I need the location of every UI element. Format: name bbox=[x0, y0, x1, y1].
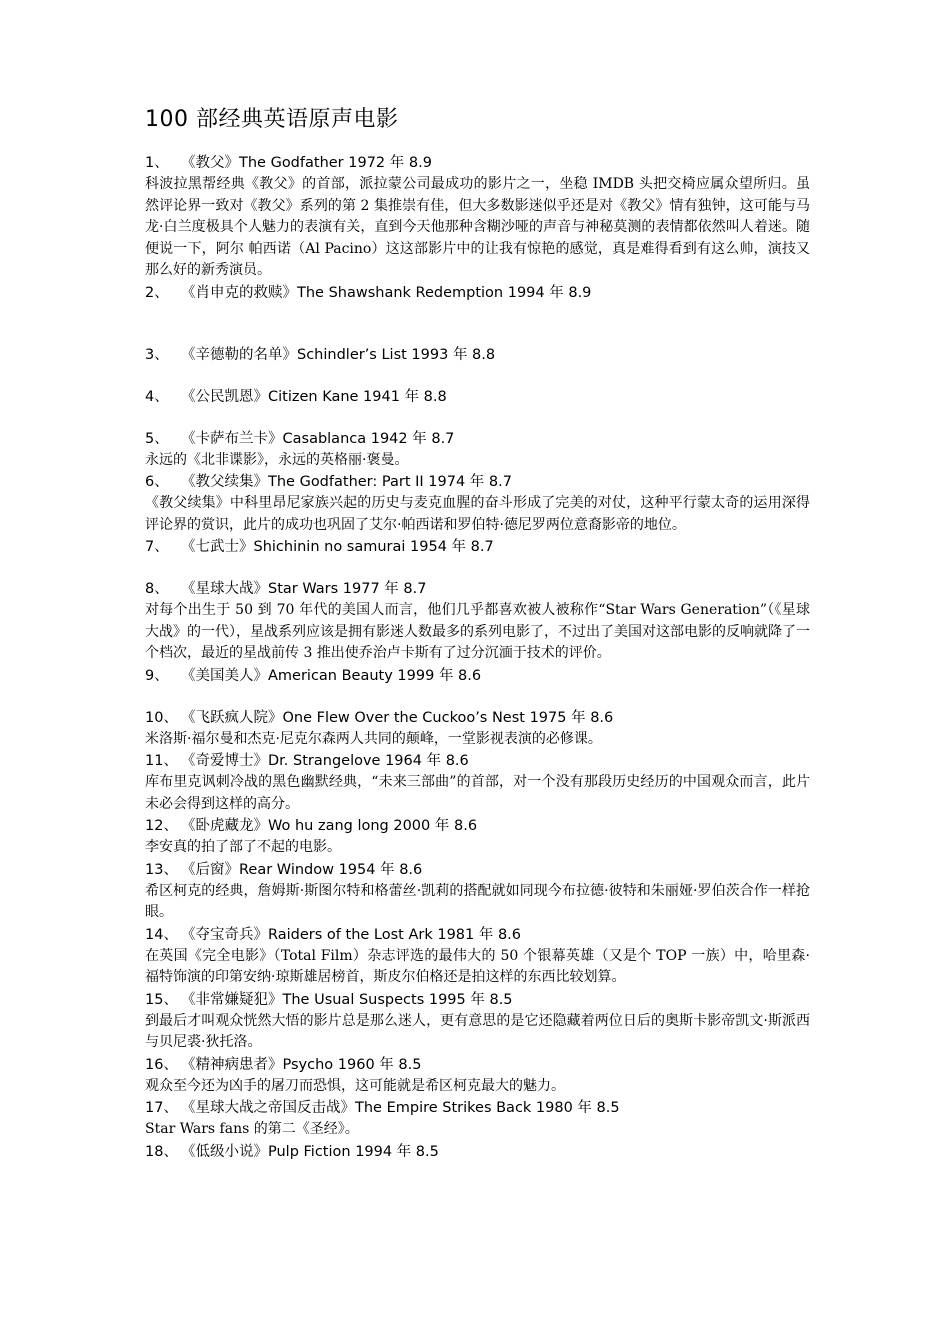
movie-description: 《教父续集》中科里昂尼家族兴起的历史与麦克血腥的奋斗形成了完美的对仗，这种平行蒙太奇的运用深得评论界的赏识，此片的成功也巩固了艾尔·帕西诺和罗伯特·德尼罗两位意裔影帝的地位。 bbox=[145, 495, 810, 533]
movie-rank: 5、 bbox=[145, 430, 169, 447]
movie-entry-18 bbox=[145, 1141, 810, 1163]
movie-title: 《星球大战》Star Wars 1977 年 8.7 bbox=[181, 581, 427, 597]
movie-entry-4 bbox=[145, 386, 810, 408]
movie-title: 《夺宝奇兵》Raiders of the Lost Ark 1981 年 8.6 bbox=[181, 926, 522, 943]
movie-heading bbox=[145, 578, 810, 600]
movie-entry-17 bbox=[145, 1097, 810, 1141]
movie-heading bbox=[145, 707, 810, 729]
movie-description: 科波拉黑帮经典《教父》的首部，派拉蒙公司最成功的影片之一，坐稳 IMDB 头把交椅应属众望所归。虽然评论界一致对《教父》系列的第 2 集推崇有佳，但大多数影迷似乎还是对《教父》情有独钟，这可能与马龙·白兰度极具个人魅力的表演有关，直到今天他那种含糊沙哑的声音与神秘莫测的表情都依然叫人着迷。随便说一下，阿尔 帕西诺（Al Pacino）这这部影片中的让我有惊艳的感觉，真是难得看到有这么帅，演技又那么好的新秀演员。 bbox=[145, 176, 810, 278]
movie-title: 《卡萨布兰卡》Casablanca 1942 年 8.7 bbox=[181, 430, 455, 447]
document-page bbox=[145, 104, 810, 1163]
movie-rank: 4、 bbox=[145, 388, 169, 405]
movie-rank: 2、 bbox=[145, 284, 169, 301]
movie-title: 《星球大战之帝国反击战》The Empire Strikes Back 1980 年 8.5 bbox=[181, 1100, 620, 1116]
spacer bbox=[145, 687, 810, 707]
movie-heading bbox=[145, 386, 810, 408]
movie-heading bbox=[145, 536, 810, 558]
movie-heading bbox=[145, 815, 810, 837]
movie-heading bbox=[145, 152, 810, 174]
movie-description: Star Wars fans 的第二《圣经》。 bbox=[145, 1121, 359, 1137]
movie-title: 《低级小说》Pulp Fiction 1994 年 8.5 bbox=[181, 1143, 439, 1160]
movie-rank: 8、 bbox=[145, 581, 169, 597]
movie-rank: 17、 bbox=[145, 1100, 178, 1116]
movie-entry-7 bbox=[145, 536, 810, 558]
movie-rank: 6、 bbox=[145, 474, 169, 490]
movie-rank: 1、 bbox=[145, 155, 169, 171]
movie-title: 《奇爱博士》Dr. Strangelove 1964 年 8.6 bbox=[181, 753, 469, 769]
movie-entry-13 bbox=[145, 859, 810, 924]
movie-title: 《公民凯恩》Citizen Kane 1941 年 8.8 bbox=[181, 388, 447, 405]
movie-rank: 7、 bbox=[145, 539, 169, 555]
spacer bbox=[145, 366, 810, 386]
spacer bbox=[145, 304, 810, 344]
movie-heading bbox=[145, 989, 810, 1011]
movie-rank: 18、 bbox=[145, 1143, 178, 1160]
movie-rank: 13、 bbox=[145, 861, 178, 878]
movie-title: 《卧虎藏龙》Wo hu zang long 2000 年 8.6 bbox=[181, 818, 478, 834]
movie-description: 米洛斯·福尔曼和杰克·尼克尔森两人共同的颠峰，一堂影视表演的必修课。 bbox=[145, 730, 602, 747]
movie-entry-2 bbox=[145, 282, 810, 304]
movie-entry-1 bbox=[145, 152, 810, 282]
movie-entry-11 bbox=[145, 750, 810, 815]
movie-rank: 12、 bbox=[145, 818, 178, 834]
movie-entry-15 bbox=[145, 989, 810, 1054]
movie-heading bbox=[145, 924, 810, 946]
movie-entry-12 bbox=[145, 815, 810, 859]
movie-description: 在英国《完全电影》（Total Film）杂志评选的最伟大的 50 个银幕英雄（又是个 TOP 一族）中，哈里森·福特饰演的印第安纳·琼斯雄居榜首，斯皮尔伯格还是拍这样的东西比较划算。 bbox=[145, 947, 810, 985]
movie-heading bbox=[145, 428, 810, 450]
movie-heading bbox=[145, 859, 810, 881]
movie-entry-10 bbox=[145, 707, 810, 751]
movie-rank: 11、 bbox=[145, 753, 178, 769]
movie-heading bbox=[145, 471, 810, 493]
movie-title: 《精神病患者》Psycho 1960 年 8.5 bbox=[181, 1056, 422, 1073]
movie-heading bbox=[145, 344, 810, 366]
movie-rank: 16、 bbox=[145, 1056, 178, 1073]
movie-title: 《辛德勒的名单》Schindler’s List 1993 年 8.8 bbox=[181, 346, 496, 363]
movie-heading bbox=[145, 282, 810, 304]
movie-entry-5 bbox=[145, 428, 810, 472]
movie-description: 库布里克讽刺冷战的黑色幽默经典，“未来三部曲”的首部，对一个没有那段历史经历的中国观众而言，此片未必会得到这样的高分。 bbox=[145, 774, 810, 812]
movie-title: 《肖申克的救赎》The Shawshank Redemption 1994 年 8.9 bbox=[181, 284, 592, 301]
movie-description: 观众至今还为凶手的屠刀而恐惧，这可能就是希区柯克最大的魅力。 bbox=[145, 1077, 565, 1094]
movie-title: 《美国美人》American Beauty 1999 年 8.6 bbox=[181, 667, 482, 684]
movie-rank: 15、 bbox=[145, 991, 178, 1008]
movie-entry-16 bbox=[145, 1054, 810, 1098]
movie-title: 《非常嫌疑犯》The Usual Suspects 1995 年 8.5 bbox=[181, 991, 513, 1008]
movie-entry-6 bbox=[145, 471, 810, 536]
movie-title: 《后窗》Rear Window 1954 年 8.6 bbox=[181, 861, 423, 878]
movie-entry-9 bbox=[145, 665, 810, 687]
movie-list bbox=[145, 152, 810, 1163]
movie-description: 李安真的拍了部了不起的电影。 bbox=[145, 839, 341, 855]
movie-entry-8 bbox=[145, 578, 810, 665]
movie-description: 到最后才叫观众恍然大悟的影片总是那么迷人，更有意思的是它还隐藏着两位日后的奥斯卡影帝凯文·斯派西与贝尼裘·狄托洛。 bbox=[145, 1012, 810, 1050]
movie-description: 永远的《北非谍影》，永远的英格丽·褒曼。 bbox=[145, 451, 409, 468]
spacer bbox=[145, 558, 810, 578]
movie-heading bbox=[145, 1054, 810, 1076]
spacer bbox=[145, 408, 810, 428]
movie-title: 《教父》The Godfather 1972 年 8.9 bbox=[181, 155, 432, 171]
movie-heading bbox=[145, 665, 810, 687]
movie-rank: 3、 bbox=[145, 346, 169, 363]
movie-heading bbox=[145, 1141, 810, 1163]
movie-rank: 14、 bbox=[145, 926, 178, 943]
movie-entry-3 bbox=[145, 344, 810, 366]
movie-heading bbox=[145, 750, 810, 772]
movie-entry-14 bbox=[145, 924, 810, 989]
movie-title: 《教父续集》The Godfather: Part II 1974 年 8.7 bbox=[181, 474, 512, 490]
movie-rank: 10、 bbox=[145, 709, 178, 726]
movie-rank: 9、 bbox=[145, 667, 169, 684]
movie-title: 《飞跃疯人院》One Flew Over the Cuckoo’s Nest 1975 年 8.6 bbox=[181, 709, 614, 726]
movie-heading bbox=[145, 1097, 810, 1119]
movie-description: 对每个出生于 50 到 70 年代的美国人而言，他们几乎都喜欢被人被称作“Star Wars Generation”（《星球大战》的一代），星战系列应该是拥有影迷人数最多的系列电影了，不过出了美国对这部电影的反响就降了一个档次，最近的星战前传 3 推出使乔治卢卡斯有了过分沉湎于技术的评价。 bbox=[145, 602, 810, 661]
movie-description: 希区柯克的经典，詹姆斯·斯图尔特和格蕾丝·凯莉的搭配就如同现今布拉德·彼特和朱丽娅·罗伯茨合作一样抢眼。 bbox=[145, 882, 810, 920]
document-title: 100 部经典英语原声电影 bbox=[145, 107, 399, 132]
movie-title: 《七武士》Shichinin no samurai 1954 年 8.7 bbox=[181, 539, 494, 555]
